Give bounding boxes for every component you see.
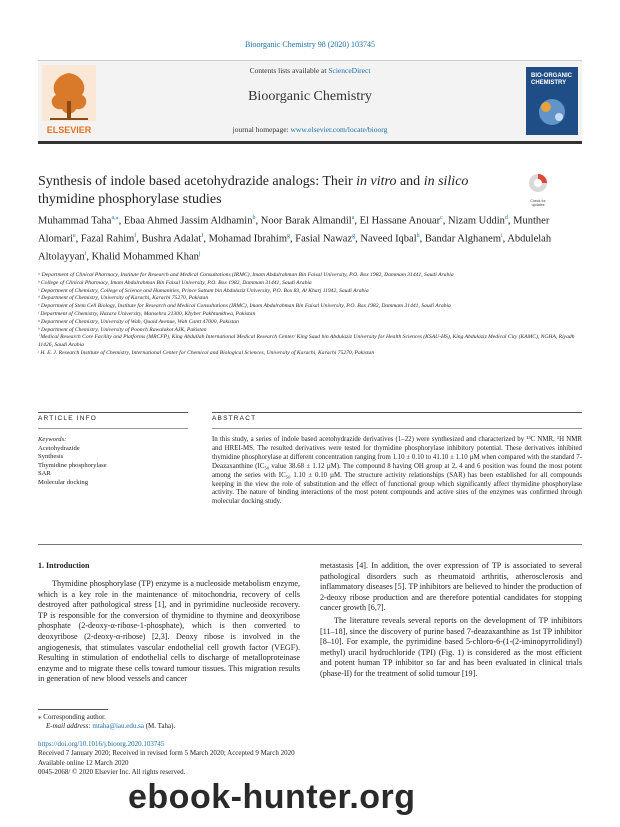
journal-homepage (38, 125, 582, 134)
abstract-bottom-rule (38, 544, 582, 545)
badge-line2: updates (531, 203, 545, 207)
author-affiliation-mark[interactable]: e (73, 233, 76, 239)
author-affiliation-mark[interactable]: i (501, 233, 503, 239)
affiliation-item: ᶜ Department of Chemistry, College of Science and Humanities, Prince Sattam bin Abdulaziz University, P.O. Box 83, Al Kharj 11942, Saudi Arabia (38, 287, 369, 294)
cover-title: BIO-ORGANIC CHEMISTRY (531, 73, 572, 86)
keywords-label: Keywords: (38, 436, 67, 443)
abstract-text: In this study, a series of indole based acetohydrazide derivatives (1–22) were synthesized and characterized by ¹³C NMR, ¹H NMR and HREI-MS. The resulted derivatives were tested for thymidine phosphorylase inhibitory potential. These derivatives inhibited thymidine phosphorylase at different concentration ranging from 1.10 ± 0.10 to 41.10 ± 1.10 µM when compared with the standard 7-Deazaxanthine (IC₅₀ value 38.68 ± 1.12 µM). The compound 8 having OH group at 2, 4 and 6 position was found the most potent among the series with IC₅₀ 1.10 ± 0.10 µM. The structure activity relationships (SAR) has been established for all compounds keeping in the view the role of substitution and the effect of functional group which significantly affect thymidine phosphorylase activity. The nature of binding interactions of the most potent compounds and active sites of the enzymes was confirmed through molecular docking study. (212, 436, 582, 506)
abstract-rule (212, 428, 582, 429)
journal-reference[interactable]: Bioorganic Chemistry 98 (2020) 103745 (244, 40, 376, 49)
affiliation-item: ʲ H. E. J. Research Institute of Chemistry, International Center for Chemical and Biological Sciences, University of Karachi, Karachi 75270, Pakistan (38, 349, 375, 356)
author-name[interactable]: El Hassane Anouar (359, 215, 441, 227)
author-name[interactable]: Abdulelah Altolayyan (38, 233, 552, 263)
author-name[interactable]: Fasial Nawaz (295, 233, 353, 245)
keyword-item: Acetohydrazide (38, 444, 80, 452)
journal-name: Bioorganic Chemistry (248, 89, 372, 104)
affiliation-item: ᵃ Department of Clinical Pharmacy, Institute for Research and Medical Consultations (IRMC), Imam Abdulrahman Bin Faisal University, P.O. Box 1982, Dammam 31441, Saudi Arabia (38, 272, 454, 278)
affiliation-item: ᵈ Department of Chemistry, University of Karachi, Karachi 75270, Pakistan (38, 295, 209, 302)
journal-header (38, 60, 582, 144)
corresponding-author-label: ⁎ Corresponding author. (38, 713, 106, 721)
affiliation-list (38, 272, 583, 358)
check-for-updates-badge[interactable] (525, 172, 551, 207)
author-affiliation-mark[interactable]: g (287, 233, 291, 239)
article-info-heading: ARTICLE INFO (38, 415, 98, 422)
keywords-block (38, 436, 188, 488)
sciencedirect-link[interactable]: ScienceDirect (328, 66, 371, 75)
article-info-rule (38, 428, 188, 429)
abstract-heading: ABSTRACT (212, 415, 257, 422)
intro-paragraph-1: metastasis [4]. In addition, the over expression of TP is associated to several pathological disorders such as rheumatoid arthritis, atherosclerosis and inflammatory diseases [5]. TP inhibitors are believed to hinder the production of 2-deoxy ribose production and are therefore potential candidates for stopping cancer growth [6,7]. (320, 561, 582, 613)
contents-line (38, 66, 582, 75)
elsevier-wordmark: ELSEVIER (46, 125, 92, 135)
author-name[interactable]: Fazal Rahim (80, 233, 135, 245)
author-name[interactable]: Ebaa Ahmed Jassim Aldhamin (123, 215, 253, 227)
update-check-icon (525, 172, 551, 194)
affiliation-item: ʰ Department of Chemistry, University of Poonch Rawalakot AJK, Pakistan (38, 326, 207, 333)
article-info-rule-top (38, 412, 188, 413)
keywords-list (38, 445, 188, 488)
badge-line1: Check for (530, 199, 546, 203)
author-name[interactable]: Munther Alomari (38, 215, 550, 245)
author-name[interactable]: Bandar Alghanem (424, 233, 501, 245)
introduction-column-1: Thymidine phosphorylase (TP) enzyme is a nucleoside metabolism enzyme, which is a key role in the maintenance of mitochondria, recovery of cells destroyed after pathological stress [1], and in pyrimidine nucleoside recovery. TP is responsible for the conversion of thymidine to thymine and deoxyribose phosphate (2-deoxy-α-ribose-1-phosphate), which is then converted to deoxyribose (2-deoxy-α-ribose) [2,3]. Deoxy ribose is involved in the angiogenesis, that stimulates vascular endothelial cell growth factor (VEGF). Resulting in stimulation of endothelial cells to discharge of metalloproteinase enzyme and to migrate these cells toward tumour tissues. This migration results in generation of new blood vessels and cancer (38, 579, 300, 684)
author-affiliation-mark[interactable]: a (351, 215, 355, 221)
introduction-heading: 1. Introduction (38, 561, 90, 570)
author-email-link[interactable]: mtaha@iau.edu.sa (92, 722, 144, 731)
author-name[interactable]: Noor Barak Almandil (260, 215, 352, 227)
homepage-prefix: journal homepage: (232, 125, 291, 134)
article-title: Synthesis of indole based acetohydrazide analogs: Their in vitro and in silico thymidine phosphorylase studies (38, 174, 469, 207)
received-dates: Received 7 January 2020; Received in revised form 5 March 2020; Accepted 9 March 2020 (38, 749, 295, 758)
watermark-text: ebook-hunter.org (128, 778, 416, 816)
author-affiliation-mark[interactable]: d (504, 215, 508, 221)
author-name[interactable]: Mohamad Ibrahim (208, 233, 288, 245)
affiliation-item: ᵇ College of Clinical Pharmacy, Imam Abdulrahman Bin Faisal University, P.O. Box 1982, Dammam 31441, Saudi Arabia (38, 279, 312, 286)
author-affiliation-mark[interactable]: c (440, 215, 443, 221)
intro-paragraph-2: The literature reveals several reports on the development of TP inhibitors [11–18], since the discovery of purine based 7-deazaxanthine as 1st TP inhibitor [8–10]. For example, the pyrimidine based 5-chloro-6-(1-(2-iminopyrrolidinyl) methyl) uracil hydrochloride (TPI) (Fig. 1) is considered as the most efficient and potent human TP inhibitor so far and has been evaluated in clinical trials (phase-II) for the treatment of solid tumour [19]. (320, 615, 582, 678)
author-name[interactable]: Khalid Mohammed Khan (91, 251, 199, 263)
affiliation-item: ᵉ Department of Stem Cell Biology, Institute for Research and Medical Consultations (IRMC), Imam Abdulrahman Bin Faisal University, P.O. Box 1982, Dammam 31441, Saudi Arabia (38, 303, 451, 310)
homepage-link[interactable]: www.elsevier.com/locate/bioorg (290, 125, 388, 134)
affiliation-item: ᵍ Department of Chemistry, University of Wah, Quaid Avenue, Wah Cantt 47000, Pakistan (38, 318, 239, 325)
author-affiliation-mark[interactable]: a,⁎ (111, 215, 119, 221)
author-list: Muhammad Taha$^{a,⁎}$, Ebaa Ahmed Jassim Aldhamin$^b$, Noor Barak Almandil$^a$, El Hassane Anouar$^c$, Nizam Uddin$^d$, Munther Alomari$^e$, Fazal Rahim$^f$, Bushra Adalat$^f$, Mohamad Ibrahim$^g$, Fasial Nawaz$^g$, Naveed Iqbal$^h$, Bandar Alghanem$^i$, Abdulelah Altolayyan$^i$, Khalid Mohammed Khan$^j$ (38, 215, 552, 263)
copyright-line: 0045-2068/ © 2020 Elsevier Inc. All rights reserved. (38, 767, 186, 776)
email-label: E-mail address: (46, 722, 93, 731)
contents-prefix: Contents lists available at (249, 66, 329, 75)
online-date: Available online 12 March 2020 (38, 758, 129, 767)
author-name[interactable]: Naveed Iqbal (360, 233, 417, 245)
keyword-item: Synthesis (38, 453, 64, 461)
introduction-column-2 (320, 561, 582, 680)
author-affiliation-mark[interactable]: f (134, 233, 137, 239)
author-name[interactable]: Bushra Adalat (141, 233, 202, 245)
cover-molecule-graphic (532, 95, 572, 129)
doi-link[interactable]: https://doi.org/10.1016/j.bioorg.2020.103745 (38, 740, 165, 748)
author-affiliation-mark[interactable]: b (252, 215, 256, 221)
article-metadata (38, 740, 338, 777)
abstract-rule-top (212, 412, 582, 413)
author-affiliation-mark[interactable]: i (84, 251, 87, 257)
keyword-item: Molecular docking (38, 478, 88, 486)
author-name[interactable]: Nizam Uddin (448, 215, 505, 227)
author-affiliation-mark[interactable]: g (352, 233, 356, 239)
author-affiliation-mark[interactable]: h (416, 233, 420, 239)
keyword-item: Thymidine phosphorylase (38, 461, 107, 469)
journal-cover-image (526, 67, 578, 135)
affiliation-item: ⁱ Medical Research Core Facility and Platforms (MRCFP), King Abdullah International Medical Research Center/ King Saud bin Abdulaziz University for Health Sciences (KSAU-HS), King Abdulaziz Medical City (KAMC), NGHA, Riyadh 11426, Saudi Arabia (38, 334, 575, 349)
author-affiliation-mark[interactable]: f (201, 233, 204, 239)
author-affiliation-mark[interactable]: j (198, 251, 201, 257)
corresponding-footnote: ⁎ Corresponding author. E-mail address: mtaha@iau.edu.sa (M. Taha). (38, 713, 300, 732)
footnote-rule (38, 709, 108, 710)
author-name[interactable]: Muhammad Taha (38, 215, 112, 227)
affiliation-item: ᶠ Department of Chemistry, Hazara University, Mansehra 21300, Khyber Pakhtunkhwa, Pakistan (38, 310, 256, 317)
keyword-item: SAR (38, 470, 51, 478)
